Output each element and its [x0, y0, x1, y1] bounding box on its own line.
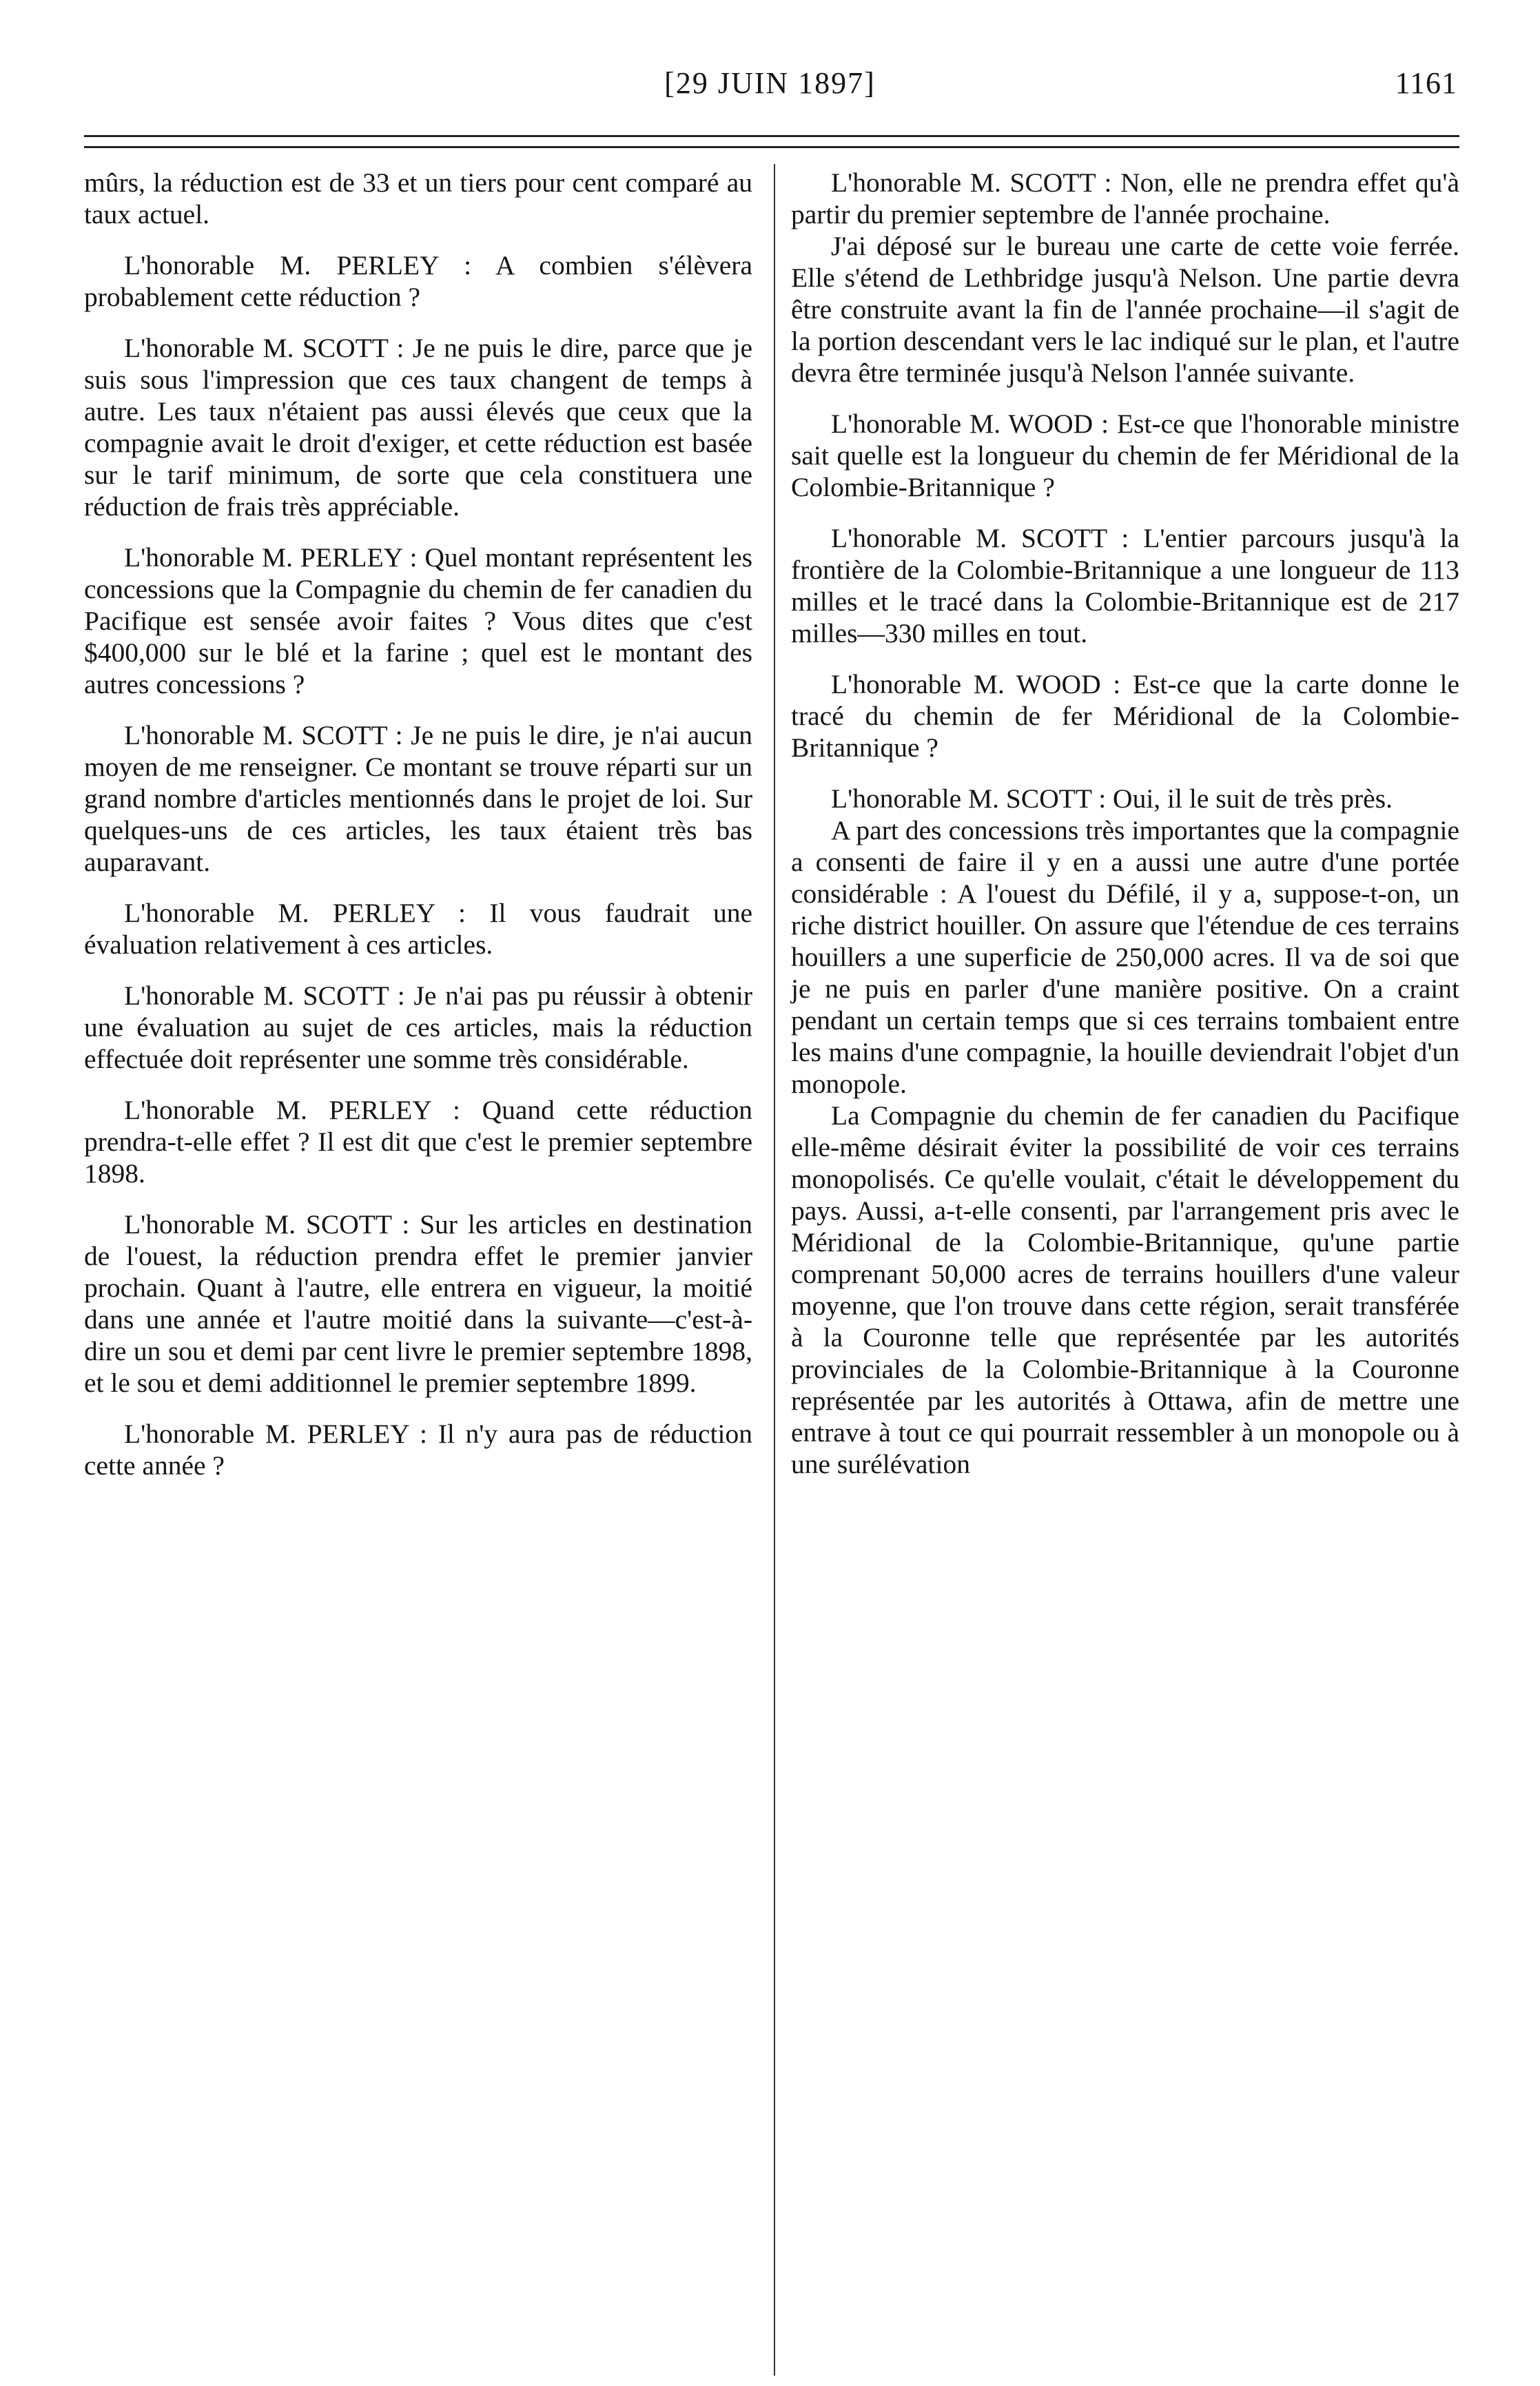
- speech-paragraph: L'honorable M. PERLEY : Il n'y aura pas de réduction cette année ?: [84, 1419, 752, 1481]
- speech-paragraph: L'honorable M. PERLEY : Quel montant représentent les concessions que la Compagnie du chemin de fer canadien du Pacifique est sensée avoir faites ? Vous dites que c'est $400,000 sur le blé et la farine ; quel est le montant des autres concessions ?: [84, 542, 752, 699]
- speech-paragraph: L'honorable M. SCOTT : Je ne puis le dire, je n'ai aucun moyen de me renseigner. Ce montant se trouve réparti sur un grand nombre d'articles mentionnés dans le projet de loi. Sur quelques-uns de ces articles, les taux étaient très bas auparavant.: [84, 720, 752, 877]
- speech-paragraph: L'honorable M. SCOTT : Je ne puis le dire, parce que je suis sous l'impression que ces taux changent de temps à autre. Les taux n'étaient pas aussi élevés que ceux que la compagnie avait le droit d'exiger, et cette réduction est basée sur le tarif minimum, de sorte que cela constituera une réduction de frais très appréciable.: [84, 333, 752, 522]
- speech-paragraph: L'honorable M. PERLEY : Quand cette réduction prendra-t-elle effet ? Il est dit que c'est le premier septembre 1898.: [84, 1095, 752, 1189]
- paragraph: A part des concessions très importantes que la compagnie a consenti de faire il y en a aussi une autre d'une portée considérable : A l'ouest du Défilé, il y a, suppose-t-on, un riche district houiller. On assure que l'étendue de ces terrains houillers a une superficie de 250,000 acres. Il va de soi que je ne puis en parler d'une manière positive. On a craint pendant un certain temps que si ces terrains tombaient entre les mains d'une compagnie, la houille deviendrait l'objet d'un monopole.: [791, 815, 1459, 1099]
- paragraph: J'ai déposé sur le bureau une carte de cette voie ferrée. Elle s'étend de Lethbridge jusqu'à Nelson. Une partie devra être construite avant la fin de l'année prochaine—il s'agit de la portion descendant vers le lac indiqué sur le plan, et l'autre devra être terminée jusqu'à Nelson l'année suivante.: [791, 231, 1459, 388]
- speech-paragraph: L'honorable M. WOOD : Est-ce que l'honorable ministre sait quelle est la longueur du chemin de fer Méridional de la Colombie-Britannique ?: [791, 409, 1459, 502]
- speech-paragraph: L'honorable M. SCOTT : Sur les articles en destination de l'ouest, la réduction prendra effet le premier janvier prochain. Quant à l'autre, elle entrera en vigueur, la moitié dans une année et l'autre moitié dans la suivante—c'est-à-dire un sou et demi par cent livre le premier septembre 1898, et le sou et demi additionnel le premier septembre 1899.: [84, 1209, 752, 1398]
- right-column: [791, 167, 1459, 1499]
- left-column: [84, 167, 752, 1501]
- speech-paragraph: L'honorable M. SCOTT : Non, elle ne prendra effet qu'à partir du premier septembre de l'année prochaine.: [791, 167, 1459, 229]
- paragraph: La Compagnie du chemin de fer canadien du Pacifique elle-même désirait éviter la possibilité de voir ces terrains monopolisés. Ce qu'elle voulait, c'était le développement du pays. Aussi, a-t-elle consenti, par l'arrangement pris avec le Méridional de la Colombie-Britannique, qu'une partie comprenant 50,000 acres de terrains houillers d'une valeur moyenne, que l'on trouve dans cette région, serait transférée à la Couronne telle que représentée par les autorités provinciales de la Colombie-Britannique à la Couronne représentée par les autorités à Ottawa, afin de mettre une entrave à tout ce qui pourrait ressembler à un monopole ou à une surélévation: [791, 1100, 1459, 1479]
- speech-paragraph: L'honorable M. PERLEY : Il vous faudrait une évaluation relativement à ces articles.: [84, 898, 752, 960]
- page-number: 1161: [1395, 66, 1457, 100]
- column-divider: [774, 164, 775, 2376]
- speech-paragraph: L'honorable M. WOOD : Est-ce que la carte donne le tracé du chemin de fer Méridional de la Colombie-Britannique ?: [791, 669, 1459, 763]
- paragraph: mûrs, la réduction est de 33 et un tiers pour cent comparé au taux actuel.: [84, 167, 752, 229]
- page-date: [29 JUIN 1897]: [664, 66, 876, 100]
- speech-paragraph: L'honorable M. SCOTT : Oui, il le suit de très près.: [831, 783, 1393, 814]
- speech-paragraph: L'honorable M. PERLEY : A combien s'élèvera probablement cette réduction ?: [84, 250, 752, 312]
- page-header: [0, 65, 1540, 107]
- speech-paragraph: L'honorable M. SCOTT : L'entier parcours jusqu'à la frontière de la Colombie-Britannique a une longueur de 113 milles et le tracé dans la Colombie-Britannique est de 217 milles—330 milles en tout.: [791, 523, 1459, 648]
- header-rule-top: [84, 135, 1459, 137]
- speech-paragraph: L'honorable M. SCOTT : Je n'ai pas pu réussir à obtenir une évaluation au sujet de ces articles, mais la réduction effectuée doit représenter une somme très considérable.: [84, 980, 752, 1074]
- header-rule-bottom: [84, 146, 1459, 148]
